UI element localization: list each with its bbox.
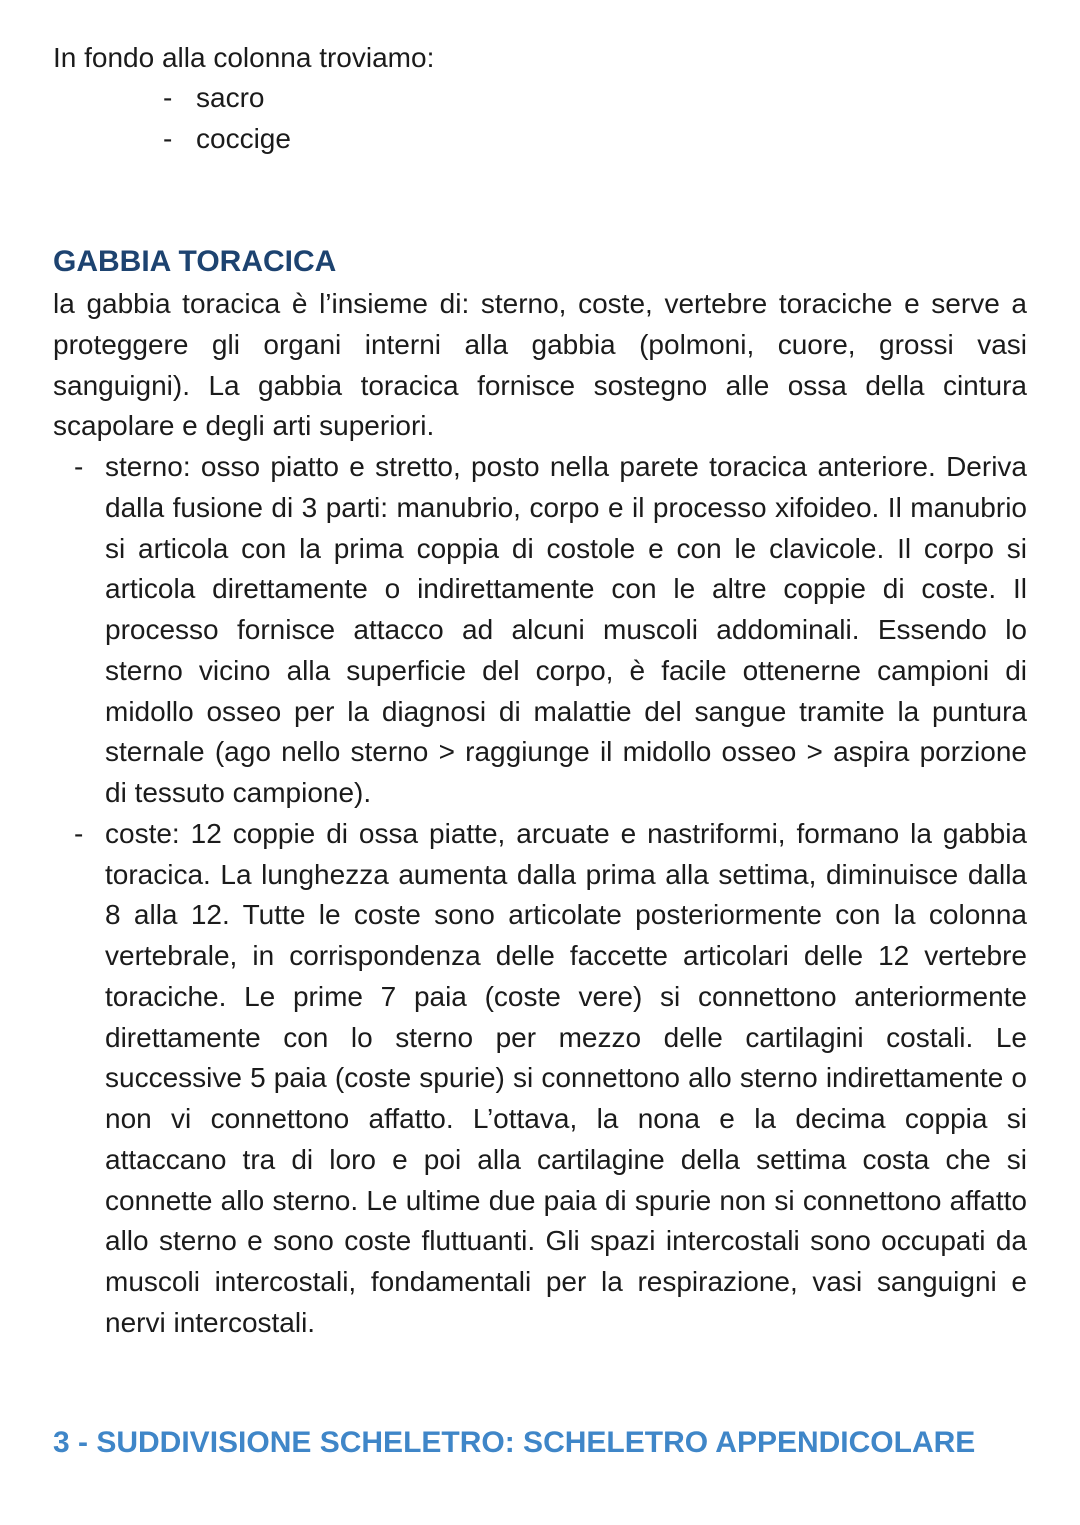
bullet-text: sterno: osso piatto e stretto, posto nella parete toracica anteriore. Deriva dalla fusione di 3 parti: manubrio, corpo e il processo xifoideo. Il manubrio si articola con la prima coppia di costole e con le clavicole. Il corpo si articola direttamente o indirettamente con le altre coppie di coste. Il processo fornisce attacco ad alcuni muscoli addominali. Essendo lo sterno vicino alla superficie del corpo, è facile ottenerne campioni di midollo osseo per la diagnosi di malattie del sangue tramite la puntura sternale (ago nello sterno > raggiunge il midollo osseo > aspira porzione di tessuto campione). (105, 451, 1027, 808)
dash-marker: - (74, 451, 84, 482)
intro-list (163, 78, 291, 159)
section-title: 3 - SUDDIVISIONE SCHELETRO: SCHELETRO APPENDICOLARE (53, 1426, 976, 1459)
bullet-item-coste (53, 814, 1027, 1344)
list-item-text: coccige (196, 122, 291, 154)
intro-line: In fondo alla colonna troviamo: (53, 42, 435, 73)
list-item (163, 119, 291, 160)
paragraph: la gabbia toracica è l’insieme di: sterno, coste, vertebre toraciche e serve a proteggere gli organi interni alla gabbia (polmoni, cuore, grossi vasi sanguigni). La gabbia toracica fornisce sostegno alle ossa della cintura scapolare e degli arti superiori. (53, 288, 1027, 442)
bullet-list (53, 447, 1027, 1344)
dash-marker: - (163, 82, 173, 113)
bullet-item-sterno (53, 447, 1027, 814)
dash-marker: - (163, 122, 173, 154)
list-item-text: sacro (196, 82, 265, 113)
section-heading: GABBIA TORACICA (53, 245, 337, 278)
bullet-text: coste: 12 coppie di ossa piatte, arcuate e nastriformi, formano la gabbia toracica. La lunghezza aumenta dalla prima alla settima, diminuisce dalla 8 alla 12. Tutte le coste sono articolate posteriormente con la colonna vertebrale, in corrispondenza delle faccette articolari delle 12 vertebre toraciche. Le prime 7 paia (coste vere) si connettono anteriormente direttamente con lo sterno per mezzo delle cartilagini costali. Le successive 5 paia (coste spurie) si connettono allo sterno indirettamente o non vi connettono affatto. L’ottava, la nona e la decima coppia si attaccano tra di loro e poi alla cartilagine della settima costa che si connette allo sterno. Le ultime due paia di spurie non si connettono affatto allo sterno e sono coste fluttuanti. Gli spazi intercostali sono occupati da muscoli intercostali, fondamentali per la respirazione, vasi sanguigni e nervi intercostali. (105, 817, 1027, 1338)
list-item (163, 78, 291, 119)
dash-marker: - (74, 817, 84, 849)
